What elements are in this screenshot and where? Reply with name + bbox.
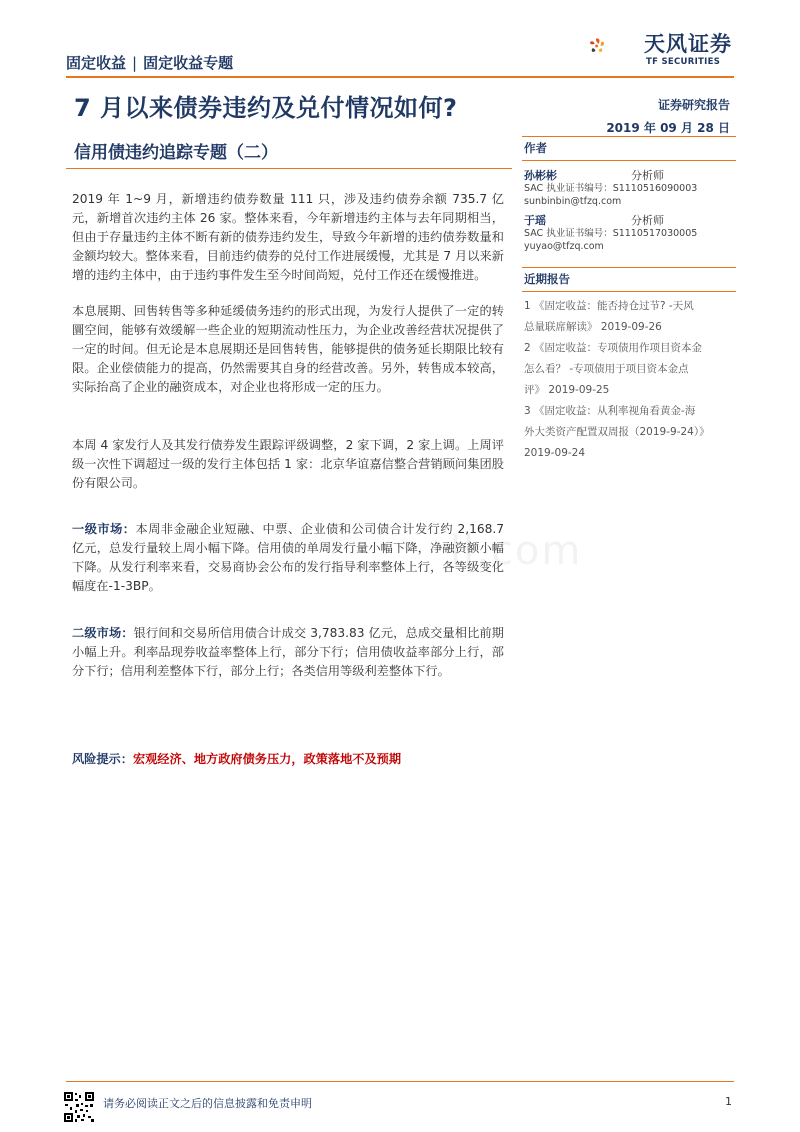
summary-paragraph-3 [72, 436, 504, 493]
recent-report-line: 外大类资产配置双周报（2019-9-24）》 [524, 426, 710, 438]
report-date: 2019 年 09 月 28 日 [606, 121, 730, 135]
footer-disclaimer: 请务必阅读正文之后的信息披露和免责申明 [103, 1097, 312, 1110]
recent-report-item[interactable] [524, 401, 736, 464]
subtitle-divider [66, 168, 512, 169]
report-subtitle: 信用债违约追踪专题（二） [74, 143, 278, 163]
paragraph-text: 本周非金融企业短融、中票、企业债和公司债合计发行约 2,168.7 亿元，总发行量较上周小幅下降。信用债的单周发行量小幅下降，净融资额小幅下降。从发行利率来看，交易商协会公布的发行指导利率整体上行，各等级变化幅度在-1-3BP。 [72, 522, 504, 593]
recent-report-line: 3 《固定收益：从利率视角看黄金-海 [524, 405, 696, 417]
author-email[interactable]: yuyao@tfzq.com [524, 241, 604, 252]
author-name: 于瑶 [524, 214, 546, 227]
top-divider [66, 76, 734, 78]
page-number: 1 [725, 1095, 732, 1108]
secondary-market-label: 二级市场： [72, 626, 134, 640]
secondary-market-paragraph [72, 624, 504, 681]
sidebar-divider [522, 160, 736, 161]
recent-reports-list [524, 296, 736, 464]
recent-reports-heading: 近期报告 [524, 272, 570, 286]
author-card [524, 214, 736, 253]
author-role: 分析师 [631, 214, 664, 227]
recent-report-line: 评》 2019-09-25 [524, 384, 610, 396]
sidebar-divider [522, 291, 736, 292]
logo-name-cn: 天风证券 [644, 32, 732, 56]
header-separator: | [132, 54, 138, 72]
summary-paragraph-1 [72, 190, 504, 285]
logo-name-en: TF SECURITIES [646, 57, 721, 67]
author-email[interactable]: sunbinbin@tfzq.com [524, 196, 622, 207]
author-card [524, 169, 736, 208]
recent-report-line: 2019-09-24 [524, 447, 586, 459]
primary-market-label: 一级市场： [72, 522, 136, 536]
watermark: ll.com [450, 528, 583, 574]
paragraph-text: 2019 年 1~9 月，新增违约债券数量 111 只，涉及违约债券余额 735.7 亿元，新增首次违约主体 26 家。整体来看，今年新增违约主体与去年同期相当，但由于存量违约主体不断有新的债券违约发生，导致今年新增的违约债券数量和金额均较大。整体来看，目前违约债券的兑付工作进展缓慢，尤其是 7 月以来新增的违约主体中，由于违约事件发生至今时间尚短，兑付工作还在缓慢推进。 [72, 192, 504, 282]
author-cert: SAC 执业证书编号：S1110517030005 [524, 228, 698, 239]
footer-divider [66, 1081, 734, 1082]
header-category-sub: 固定收益专题 [143, 54, 234, 72]
report-type: 证券研究报告 [657, 98, 730, 112]
risk-warning [72, 750, 504, 769]
recent-report-line: 怎么看？ -专项债用于项目资本金点 [524, 363, 689, 375]
sidebar-divider [522, 136, 736, 137]
sidebar [522, 136, 736, 464]
paragraph-text: 本周 4 家发行人及其发行债券发生跟踪评级调整，2 家下调，2 家上调。上周评级一次性下调超过一级的发行主体包括 1 家：北京华谊嘉信整合营销顾问集团股份有限公司。 [72, 438, 504, 490]
sidebar-divider [522, 267, 736, 268]
paragraph-text: 本息展期、回售转售等多种延缓债务违约的形式出现，为发行人提供了一定的转圜空间，能够有效缓解一些企业的短期流动性压力，为企业改善经营状况提供了一定的时间。但无论是本息展期还是回售转售，能够提供的债务延长期限比较有限。企业偿债能力的提高，仍然需要其自身的经营改善。另外，转售成本较高，实际抬高了企业的融资成本，对企业也将形成一定的压力。 [72, 304, 504, 394]
paragraph-text: 银行间和交易所信用债合计成交 3,783.83 亿元，总成交量相比前期小幅上升。利率品现券收益率整体上行，部分下行；信用债收益率部分上行，部分下行；信用利差整体下行，部分上行；各类信用等级利差整体下行。 [72, 626, 504, 678]
header-category-main: 固定收益 [66, 54, 127, 72]
author-name: 孙彬彬 [524, 169, 557, 182]
recent-report-item[interactable] [524, 296, 736, 338]
recent-report-item[interactable] [524, 338, 736, 401]
recent-report-line: 总量联席解读》 2019-09-26 [524, 321, 662, 333]
summary-paragraph-2 [72, 302, 504, 397]
risk-text: 宏观经济、地方政府债务压力，政策落地不及预期 [132, 752, 402, 766]
risk-label: 风险提示： [72, 752, 133, 766]
qr-code-icon [63, 1091, 95, 1123]
authors-heading: 作者 [524, 141, 547, 155]
author-role: 分析师 [631, 169, 664, 182]
header-category [66, 52, 233, 73]
recent-report-line: 1 《固定收益：能否持仓过节? -天风 [524, 300, 694, 312]
tf-logo-icon [588, 20, 644, 72]
recent-report-line: 2 《固定收益：专项债用作项目资本金 [524, 342, 703, 354]
report-title: 7 月以来债券违约及兑付情况如何? [74, 94, 458, 122]
primary-market-paragraph [72, 520, 504, 596]
author-cert: SAC 执业证书编号：S1110516090003 [524, 183, 698, 194]
